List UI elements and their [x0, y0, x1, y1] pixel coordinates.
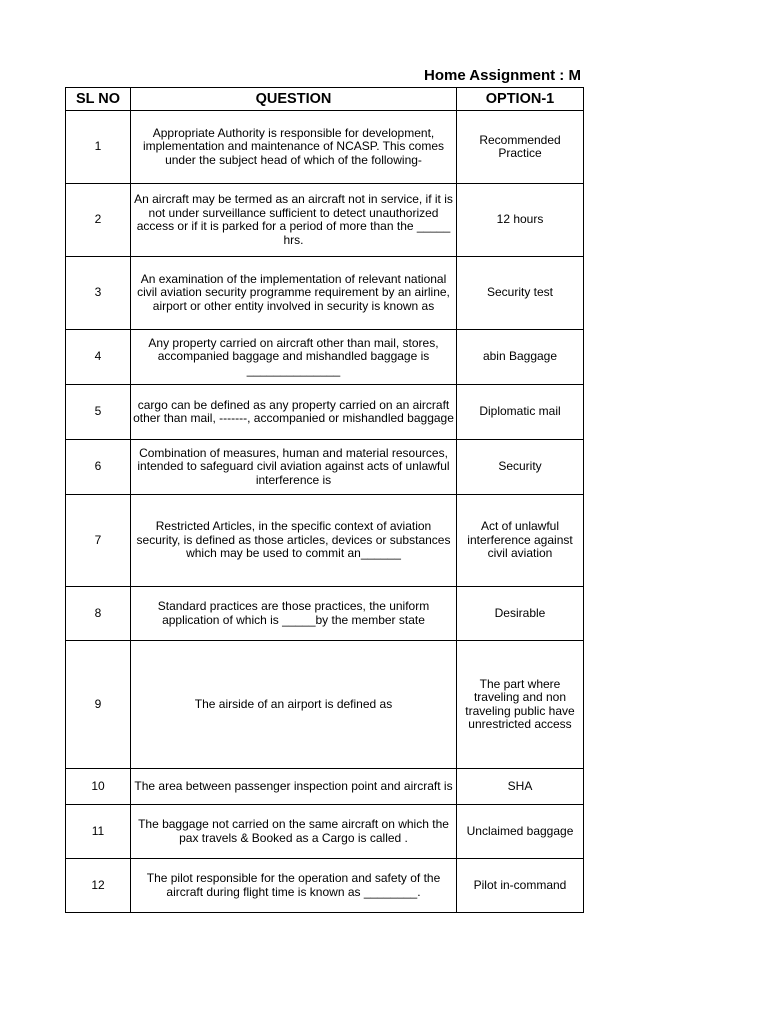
table-row: [66, 440, 584, 495]
table-row: [66, 111, 584, 184]
option-1-cell: Recommended Practice: [457, 111, 584, 184]
table-row: [66, 257, 584, 330]
option-1-cell: Desirable: [457, 587, 584, 641]
sl-no-cell: 5: [66, 385, 131, 440]
question-cell: Standard practices are those practices, the uniform application of which is _____by the member state: [131, 587, 457, 641]
sl-no-cell: 3: [66, 257, 131, 330]
question-cell: An aircraft may be termed as an aircraft not in service, if it is not under surveillance sufficient to detect unauthorized access or if it is parked for a period of more than the _____ hrs.: [131, 184, 457, 257]
table-row: [66, 495, 584, 587]
option-1-cell: Security: [457, 440, 584, 495]
table-row: [66, 330, 584, 385]
page-title: Home Assignment : M: [424, 67, 581, 84]
question-cell: Appropriate Authority is responsible for development, implementation and maintenance of NCASP. This comes under the subject head of which of the following-: [131, 111, 457, 184]
header-row: [66, 88, 584, 111]
option-1-cell: Diplomatic mail: [457, 385, 584, 440]
option-1-cell: SHA: [457, 769, 584, 805]
sl-no-cell: 10: [66, 769, 131, 805]
table-row: [66, 587, 584, 641]
table-row: [66, 769, 584, 805]
table-row: [66, 184, 584, 257]
question-cell: The area between passenger inspection point and aircraft is: [131, 769, 457, 805]
sl-no-cell: 7: [66, 495, 131, 587]
question-cell: The pilot responsible for the operation and safety of the aircraft during flight time is known as ________.: [131, 859, 457, 913]
option-1-cell: Act of unlawful interference against civil aviation: [457, 495, 584, 587]
question-cell: The baggage not carried on the same aircraft on which the pax travels & Booked as a Cargo is called .: [131, 805, 457, 859]
option-1-cell: Unclaimed baggage: [457, 805, 584, 859]
sl-no-cell: 6: [66, 440, 131, 495]
sl-no-cell: 12: [66, 859, 131, 913]
sl-no-cell: 2: [66, 184, 131, 257]
option-1-cell: Security test: [457, 257, 584, 330]
table-row: [66, 805, 584, 859]
question-cell: The airside of an airport is defined as: [131, 641, 457, 769]
header-option-1: OPTION-1: [457, 88, 584, 111]
assignment-table: [65, 87, 584, 913]
header-sl-no: SL NO: [66, 88, 131, 111]
option-1-cell: Pilot in-command: [457, 859, 584, 913]
sl-no-cell: 11: [66, 805, 131, 859]
question-cell: Restricted Articles, in the specific context of aviation security, is defined as those articles, devices or substances which may be used to commit an______: [131, 495, 457, 587]
question-cell: cargo can be defined as any property carried on an aircraft other than mail, -------, accompanied or mishandled baggage: [131, 385, 457, 440]
sl-no-cell: 4: [66, 330, 131, 385]
sl-no-cell: 8: [66, 587, 131, 641]
question-cell: Any property carried on aircraft other than mail, stores, accompanied baggage and mishandled baggage is ______________: [131, 330, 457, 385]
header-question: QUESTION: [131, 88, 457, 111]
option-1-cell: 12 hours: [457, 184, 584, 257]
sl-no-cell: 9: [66, 641, 131, 769]
option-1-cell: abin Baggage: [457, 330, 584, 385]
table-row: [66, 641, 584, 769]
table-row: [66, 385, 584, 440]
question-cell: An examination of the implementation of relevant national civil aviation security programme requirement by an airline, airport or other entity involved in security is known as: [131, 257, 457, 330]
sl-no-cell: 1: [66, 111, 131, 184]
option-1-cell: The part where traveling and non traveling public have unrestricted access: [457, 641, 584, 769]
question-cell: Combination of measures, human and material resources, intended to safeguard civil aviation against acts of unlawful interference is: [131, 440, 457, 495]
table-row: [66, 859, 584, 913]
